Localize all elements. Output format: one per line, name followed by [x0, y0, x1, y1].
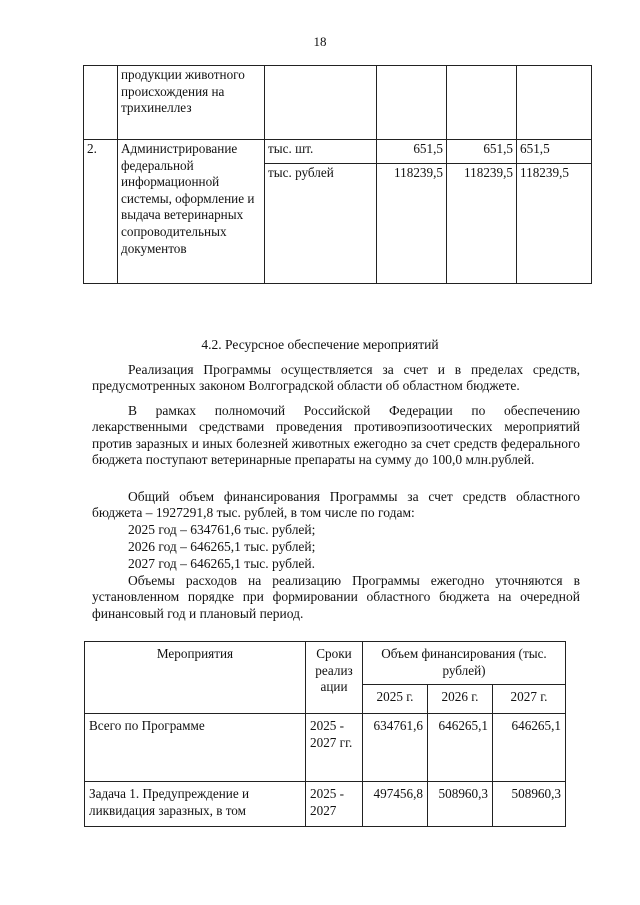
- year-funding-line: 2025 год – 634761,6 тыс. рублей;: [128, 522, 316, 537]
- unit-cell: [265, 66, 377, 140]
- activity-description-cell: Администрирование федеральной информационной системы, оформление и выдача ветеринарных сопроводительных документов: [118, 140, 265, 284]
- value-cell: 118239,5: [517, 164, 592, 284]
- section-heading: 4.2. Ресурсное обеспечение мероприятий: [201, 337, 439, 352]
- row-number-cell: 2.: [84, 140, 118, 284]
- header-year: 2025 г.: [363, 685, 428, 714]
- amount-cell: 646265,1: [428, 714, 493, 782]
- amount-cell: 497456,8: [363, 782, 428, 827]
- year-funding-line: 2027 год – 646265,1 тыс. рублей.: [128, 556, 316, 571]
- value-cell: 651,5: [447, 140, 517, 164]
- amount-cell: 508960,3: [428, 782, 493, 827]
- table-row: [85, 782, 566, 827]
- paragraph: Реализация Программы осуществляется за счет и в пределах средств, предусмотренных законом Волгоградской области об областном бюджете.: [92, 362, 580, 394]
- header-year: 2026 г.: [428, 685, 493, 714]
- amount-cell: 646265,1: [493, 714, 566, 782]
- activity-name-cell: Всего по Программе: [85, 714, 306, 782]
- header-term: Сроки реализ ации: [306, 642, 363, 714]
- table-row: [84, 66, 592, 140]
- value-cell: 118239,5: [377, 164, 447, 284]
- value-cell: 651,5: [377, 140, 447, 164]
- table-row: [84, 140, 592, 164]
- table-row: [85, 714, 566, 782]
- activity-name-cell: Задача 1. Предупреждение и ликвидация заразных, в том: [85, 782, 306, 827]
- unit-cell: тыс. рублей: [265, 164, 377, 284]
- amount-cell: 508960,3: [493, 782, 566, 827]
- term-cell: 2025 - 2027 гг.: [306, 714, 363, 782]
- page-number: 18: [313, 34, 327, 49]
- value-cell: 651,5: [517, 140, 592, 164]
- row-number-cell: [84, 66, 118, 140]
- value-cell: [447, 66, 517, 140]
- value-cell: [377, 66, 447, 140]
- header-funding-volume: Объем финансирования (тыс. рублей): [363, 642, 566, 685]
- header-activities: Мероприятия: [85, 642, 306, 714]
- value-cell: 118239,5: [447, 164, 517, 284]
- year-funding-line: 2026 год – 646265,1 тыс. рублей;: [128, 539, 316, 554]
- term-cell: 2025 - 2027: [306, 782, 363, 827]
- value-cell: [517, 66, 592, 140]
- paragraph: Общий объем финансирования Программы за счет средств областного бюджета – 1927291,8 тыс. рублей, в том числе по годам:: [92, 489, 580, 521]
- unit-cell: тыс. шт.: [265, 140, 377, 164]
- activities-indicators-table: [83, 65, 592, 284]
- funding-table: [84, 641, 566, 827]
- table-header-row: [85, 642, 566, 685]
- paragraph: Объемы расходов на реализацию Программы ежегодно уточняются в установленном порядке при формировании областного бюджета на очередной финансовый год и плановый период.: [92, 573, 580, 621]
- header-year: 2027 г.: [493, 685, 566, 714]
- amount-cell: 634761,6: [363, 714, 428, 782]
- activity-description-cell: продукции животного происхождения на трихинеллез: [118, 66, 265, 140]
- paragraph: В рамках полномочий Российской Федерации по обеспечению лекарственными средствами проведения противоэпизоотических мероприятий против заразных и иных болезней животных ежегодно за счет средств федерального бюджета поступают ветеринарные препараты на сумму до 100,0 млн.рублей.: [92, 403, 580, 468]
